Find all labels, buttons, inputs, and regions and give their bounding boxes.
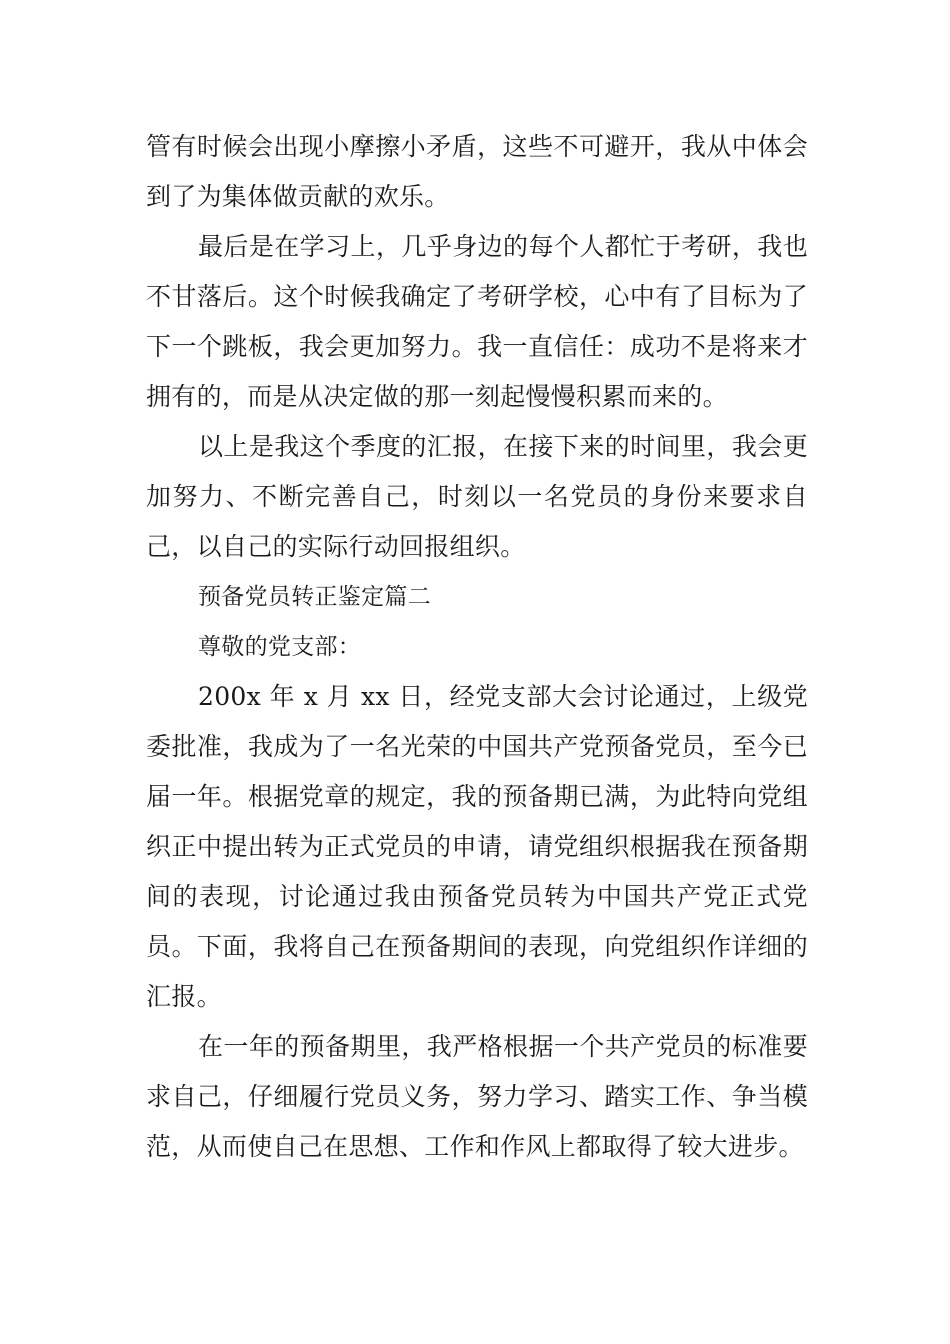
paragraph-study: 最后是在学习上，几乎身边的每个人都忙于考研，我也不甘落后。这个时候我确定了考研学校，心中有了目标为了下一个跳板，我会更加努力。我一直信任：成功不是将来才拥有的，而是从决定做的那一刻起慢慢积累而来的。 xyxy=(146,232,808,411)
paragraph-summary: 以上是我这个季度的汇报，在接下来的时间里，我会更加努力、不断完善自己，时刻以一名党员的身份来要求自己，以自己的实际行动回报组织。 xyxy=(146,432,808,561)
section-heading: 预备党员转正鉴定篇二 xyxy=(198,584,431,610)
document-body xyxy=(146,122,808,1172)
salutation: 尊敬的党支部： xyxy=(198,634,362,660)
paragraph-probation: 在一年的预备期里，我严格根据一个共产党员的标准要求自己，仔细履行党员义务，努力学习、踏实工作、争当模范，从而使自己在思想、工作和作风上都取得了较大进步。 xyxy=(146,1032,808,1161)
paragraph-application: 200x 年 x 月 xx 日，经党支部大会讨论通过，上级党委批准，我成为了一名光荣的中国共产党预备党员，至今已届一年。根据党章的规定，我的预备期已满，为此特向党组织正中提出转为正式党员的申请，请党组织根据我在预备期间的表现，讨论通过我由预备党员转为中国共产党正式党员。下面，我将自己在预备期间的表现，向党组织作详细的汇报。 xyxy=(146,682,808,1011)
paragraph-continuation: 管有时候会出现小摩擦小矛盾，这些不可避开，我从中体会到了为集体做贡献的欢乐。 xyxy=(146,132,808,211)
